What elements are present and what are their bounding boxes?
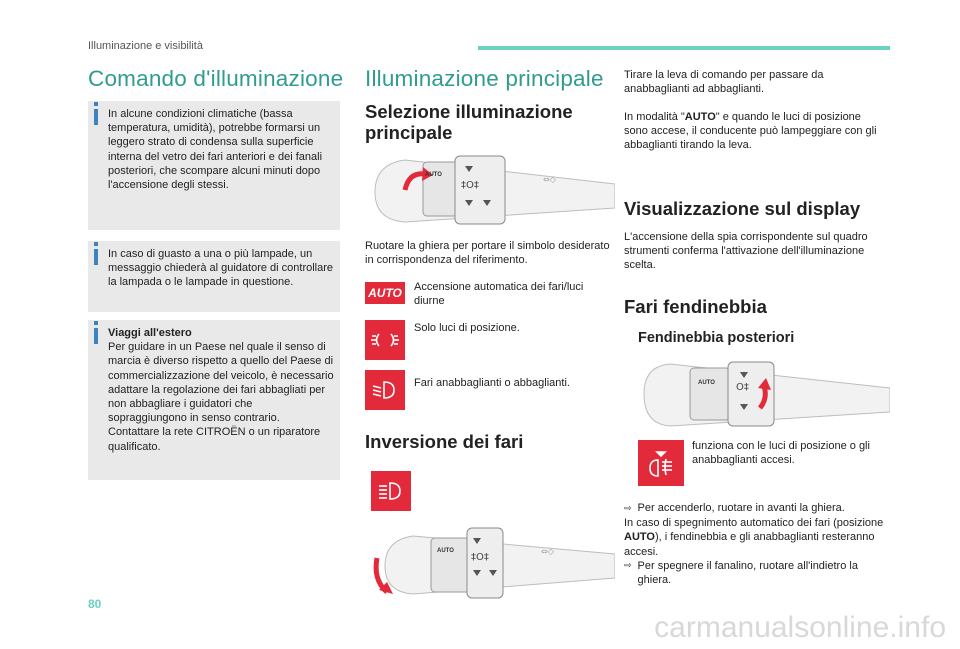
note-condensation: [88, 101, 340, 230]
auto-off-auto: AUTO: [624, 531, 655, 544]
pull-lever-text: Tirare la leva di comando per passare da anabbaglianti ad abbaglianti.: [624, 69, 824, 96]
lever-auto-label: AUTO: [425, 172, 442, 178]
note-travel-body: [108, 326, 334, 454]
step-turn-on: [624, 501, 890, 516]
lever-illustration-inversion: [365, 518, 615, 603]
auto-flash-text-b: " e quando le luci di posizione sono accese, il conducente può lampeggiare con gli abbaglianti tirando la leva.: [624, 111, 877, 152]
option-auto-text: Accensione automatica dei fari/luci diurne: [414, 281, 584, 308]
note-lamp-fault: [88, 241, 340, 312]
dipped-beam-icon: [365, 370, 405, 410]
svg-text:⇔◇: ⇔◇: [541, 547, 554, 556]
fog-title: Fari fendinebbia: [624, 296, 767, 317]
display-title: Visualizzazione sul display: [624, 198, 861, 219]
step-turn-off-text: Per spegnere il fanalino, ruotare all'indietro la ghiera.: [637, 559, 858, 587]
auto-off-b: ), i fendinebbia e gli anabbaglianti resteranno accesi.: [624, 531, 875, 558]
lever-auto-label-3: AUTO: [698, 380, 715, 386]
note-travel-text: Per guidare in un Paese nel quale il senso di marcia è diverso rispetto a quello del Paese di commercializzazione del veicolo, è necessario adattare la regolazione dei fari abbagliati per non abbagliare i guidatori che sopraggiungono in senso contrario. Contattare la rete CITROËN o un riparatore qualificato.: [108, 341, 334, 453]
lever-auto-label-2: AUTO: [437, 548, 454, 554]
svg-text:‡O‡: ‡O‡: [461, 180, 479, 191]
bullet-arrow-icon: ⇨: [624, 560, 632, 571]
subtitle-line-1: Selezione illuminazione: [365, 101, 573, 122]
step-turn-on-text: Per accenderlo, ruotare in avanti la ghiera.: [637, 502, 845, 514]
option-beam-text: Fari anabbaglianti o abbaglianti.: [414, 377, 570, 389]
note-condensation-text: In alcune condizioni climatiche (bassa temperatura, umidità), potrebbe formarsi un leggero strato di condensa sulla superficie interna del vetro dei fari anteriori e dei fanali posteriori, che scompare alcuni minuti dopo l'accensione degli stessi.: [108, 108, 323, 192]
info-icon: [94, 109, 98, 125]
inversion-title: Inversione dei fari: [365, 431, 524, 452]
svg-text:‡O‡: ‡O‡: [471, 552, 489, 563]
section-title: Illuminazione e visibilità: [88, 40, 203, 52]
svg-text:O‡: O‡: [736, 382, 749, 393]
middle-title: Illuminazione principale: [365, 66, 604, 91]
note-lamp-fault-text: In caso di guasto a una o più lampade, un messaggio chiederà al guidatore di controllare la lampada o le lampade in questione.: [108, 248, 334, 289]
watermark: carmanualsonline.info: [654, 611, 946, 644]
auto-flash-text-a: In modalità ": [624, 111, 685, 123]
lever-illustration-fog: [640, 358, 890, 430]
position-lights-icon: [365, 320, 405, 360]
left-title: Comando d'illuminazione: [88, 66, 344, 91]
rear-fog-icon: [638, 440, 684, 486]
step-turn-off: [624, 559, 890, 587]
bullet-arrow-icon: ⇨: [624, 504, 632, 514]
note-travel-title: Viaggi all'estero: [108, 327, 192, 339]
info-icon: [94, 249, 98, 265]
auto-off-note: [624, 516, 890, 559]
info-icon: [94, 328, 98, 344]
auto-flash-auto: AUTO: [684, 111, 716, 123]
selection-intro: Ruotare la ghiera per portare il simbolo desiderato in corrispondenza del riferimento.: [365, 240, 610, 267]
main-beam-icon: [371, 471, 411, 511]
note-travel: [88, 320, 340, 480]
subtitle-line-2: principale: [365, 122, 453, 143]
rear-fog-instructions: [624, 501, 890, 587]
page-number: 80: [88, 597, 102, 611]
display-text: L'accensione della spia corrispondente sul quadro strumenti conferma l'attivazione dell'illuminazione scelta.: [624, 231, 868, 272]
lever-illustration-selection: [365, 150, 615, 230]
section-rule: [478, 46, 890, 50]
auto-off-a: In caso di spegnimento automatico dei fari (posizione: [624, 517, 884, 530]
subtitle-selection: [365, 101, 573, 143]
auto-badge: AUTO: [365, 282, 405, 304]
svg-text:⇔◇: ⇔◇: [543, 175, 556, 184]
option-position-text: Solo luci di posizione.: [414, 322, 520, 334]
rear-fog-title: Fendinebbia posteriori: [638, 330, 795, 346]
auto-flash-text: [624, 110, 886, 153]
rear-fog-text: funziona con le luci di posizione o gli anabbaglianti accesi.: [692, 440, 870, 467]
